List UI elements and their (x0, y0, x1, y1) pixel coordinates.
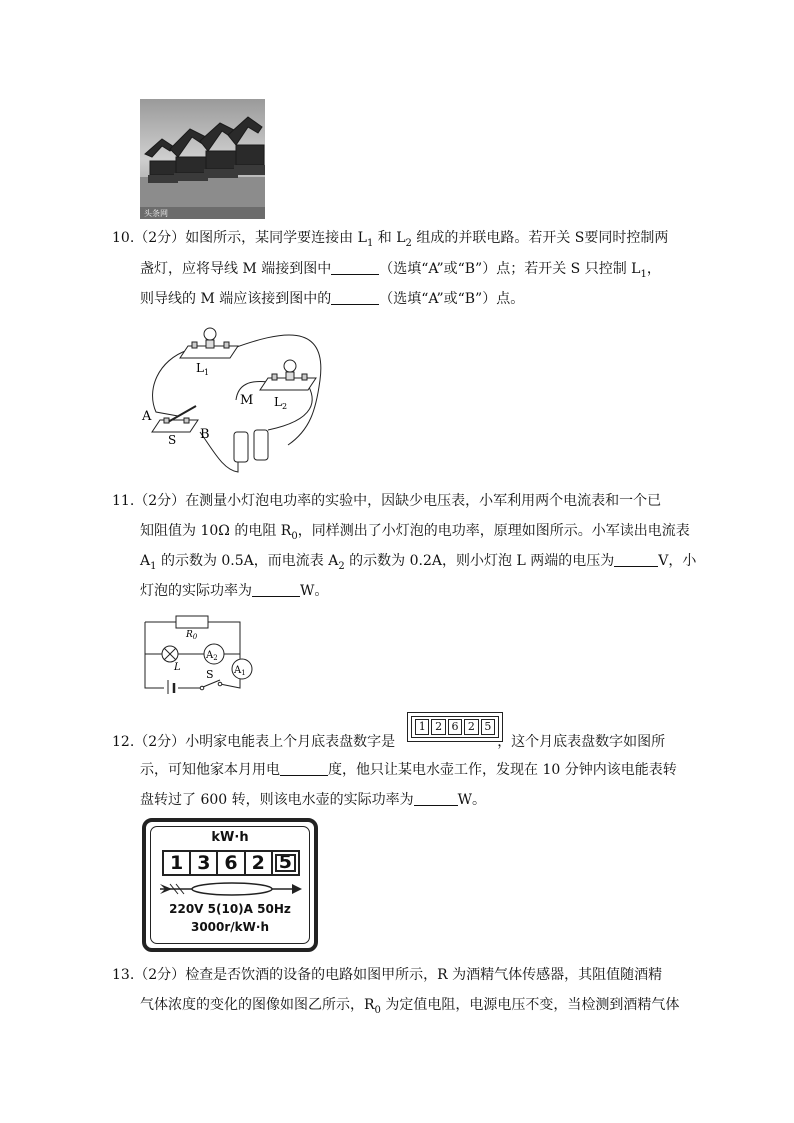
q11-sub: 2 (338, 560, 345, 572)
label-a: A (142, 409, 152, 424)
q11-text: 知阻值为 10Ω 的电阻 R (140, 523, 292, 539)
meter-digit: 6 (448, 719, 462, 735)
battery-pair (234, 430, 268, 462)
q12-text: 小明家电能表上个月底表盘数字是 (185, 734, 396, 750)
q10-text: （选填“A”或“B”）点；若开关 S 只控制 L (379, 261, 641, 277)
meter-digit: 1 (164, 852, 191, 874)
excavator-photo-image (140, 99, 265, 219)
q11-text: 灯泡的实际功率为 (140, 583, 252, 599)
lamp-l1 (180, 328, 238, 358)
q10-score: （2分） (134, 230, 186, 246)
q12-text: ，这个月底表盘数字如图所 (497, 734, 666, 750)
last-month-meter-inner (411, 716, 499, 738)
meter-digits-row (162, 850, 300, 876)
q13-text: 为定值电阻，电源电压不变，当检测到酒精气体 (380, 997, 680, 1013)
q11-text: 的示数为 0.5A，而电流表 A (156, 553, 339, 569)
q12-number: 12. (112, 734, 135, 750)
lamp-l2 (260, 360, 316, 390)
q10-sub: 2 (405, 237, 412, 249)
q10-text: 和 L (373, 230, 406, 246)
meter-spec-1: 220V 5(10)A 50Hz (169, 902, 291, 916)
q10-answer-blank-2[interactable] (331, 290, 379, 305)
q10-text: 盏灯，应将导线 M 端接到图中 (140, 261, 332, 277)
svg-text:A2: $A_2$ (206, 650, 218, 662)
q11-sub: 1 (150, 560, 157, 572)
q10-line-3 (140, 289, 740, 309)
q10-circuit-figure (138, 320, 338, 480)
q13-text: 气体浓度的变化的图像如图乙所示，R (140, 997, 375, 1013)
meter-digit: 6 (218, 852, 245, 874)
q10-text: 则导线的 M 端应该接到图中的 (140, 291, 332, 307)
label-l2: $L_2$ (274, 395, 288, 411)
q13-score: （2分） (134, 967, 186, 983)
q11-line-1 (112, 491, 712, 511)
meter-spec-2: 3000r/kW·h (190, 920, 270, 934)
photo-watermark: 头条网 (144, 209, 168, 218)
q13-line-2 (140, 995, 740, 1015)
q11-answer-blank-1[interactable] (614, 552, 658, 567)
q11-line-2 (140, 521, 740, 541)
q12-text: 盘转过了 600 转，则该电水壶的实际功率为 (140, 792, 414, 808)
last-month-meter-display (407, 712, 503, 742)
label-l1: $L_1$ (196, 361, 210, 377)
q11-line-4 (140, 581, 740, 601)
resistor-r0 (176, 616, 208, 628)
lamp-l (162, 646, 178, 662)
q10-text: 如图所示，某同学要连接由 L (185, 230, 367, 246)
meter-digit: 2 (246, 852, 273, 874)
q13-number: 13. (112, 967, 135, 983)
q10-text: （选填“A”或“B”）点。 (379, 291, 525, 307)
meter-digit: 5 (481, 719, 495, 735)
q12-line-3 (140, 790, 740, 810)
q11-text: V，小 (658, 553, 697, 569)
switch-s (200, 680, 222, 690)
label-m: M (240, 393, 254, 408)
q13-text: 检查是否饮酒的设备的电路如图甲所示，R 为酒精气体传感器，其阻值随酒精 (185, 967, 663, 983)
q10-line-1 (112, 228, 712, 248)
excavator-photo (140, 99, 265, 219)
q10-sub: 1 (366, 237, 374, 249)
q10-sub: 1 (640, 268, 647, 280)
ammeter-a2 (204, 644, 224, 664)
q10-number: 10. (112, 230, 135, 246)
q11-number: 11. (112, 493, 135, 509)
q12-line-2 (140, 760, 740, 780)
q10-text: 组成的并联电路。若开关 S要同时控制两 (411, 230, 669, 246)
svg-text:A1: $A_1$ (234, 665, 246, 677)
q11-sub: 0 (291, 530, 298, 542)
q12-answer-blank-2[interactable] (414, 791, 458, 806)
q13-sub: 0 (374, 1004, 381, 1016)
meter-unit: kW·h (211, 830, 249, 845)
label-s: S (206, 668, 214, 681)
label-s: S (168, 433, 177, 447)
q10-answer-blank-1[interactable] (331, 260, 379, 275)
q10-text: ， (646, 261, 661, 277)
q11-text: 的示数为 0.2A，则小灯泡 L 两端的电压为 (344, 553, 615, 569)
ammeter-a1 (232, 659, 252, 679)
q13-line-1 (112, 965, 712, 985)
switch-s (152, 406, 198, 432)
meter-digit: 2 (464, 719, 478, 735)
q12-text: W。 (457, 792, 487, 808)
q11-answer-blank-2[interactable] (252, 582, 300, 597)
q11-score: （2分） (134, 493, 186, 509)
meter-digit: 2 (431, 719, 445, 735)
label-r0: $R_0$ (186, 630, 198, 641)
battery (168, 680, 174, 694)
q11-text: 在测量小灯泡电功率的实验中，因缺少电压表，小军利用两个电流表和一个已 (185, 493, 662, 509)
q11-text: W。 (300, 583, 329, 599)
q12-answer-blank-1[interactable] (280, 761, 328, 776)
q12-text: 示，可知他家本月用电 (140, 762, 280, 778)
q10-line-2 (140, 259, 740, 279)
label-b: B (200, 427, 210, 442)
label-l: L (174, 662, 181, 673)
electric-meter-figure (142, 818, 318, 952)
q11-text: A (140, 553, 151, 569)
q11-line-3 (140, 551, 740, 571)
q11-circuit-figure (140, 612, 270, 694)
q11-text: ，同样测出了小灯泡的电功率，原理如图所示。小军读出电流表 (297, 523, 690, 539)
meter-digit: 1 (415, 719, 429, 735)
meter-disc-arrow (160, 880, 302, 898)
meter-digit-last: 5 (273, 852, 298, 874)
meter-digit: 3 (191, 852, 218, 874)
q12-score: （2分） (134, 734, 186, 750)
q12-text: 度，他只让某电水壶工作，发现在 10 分钟内该电能表转 (328, 762, 677, 778)
